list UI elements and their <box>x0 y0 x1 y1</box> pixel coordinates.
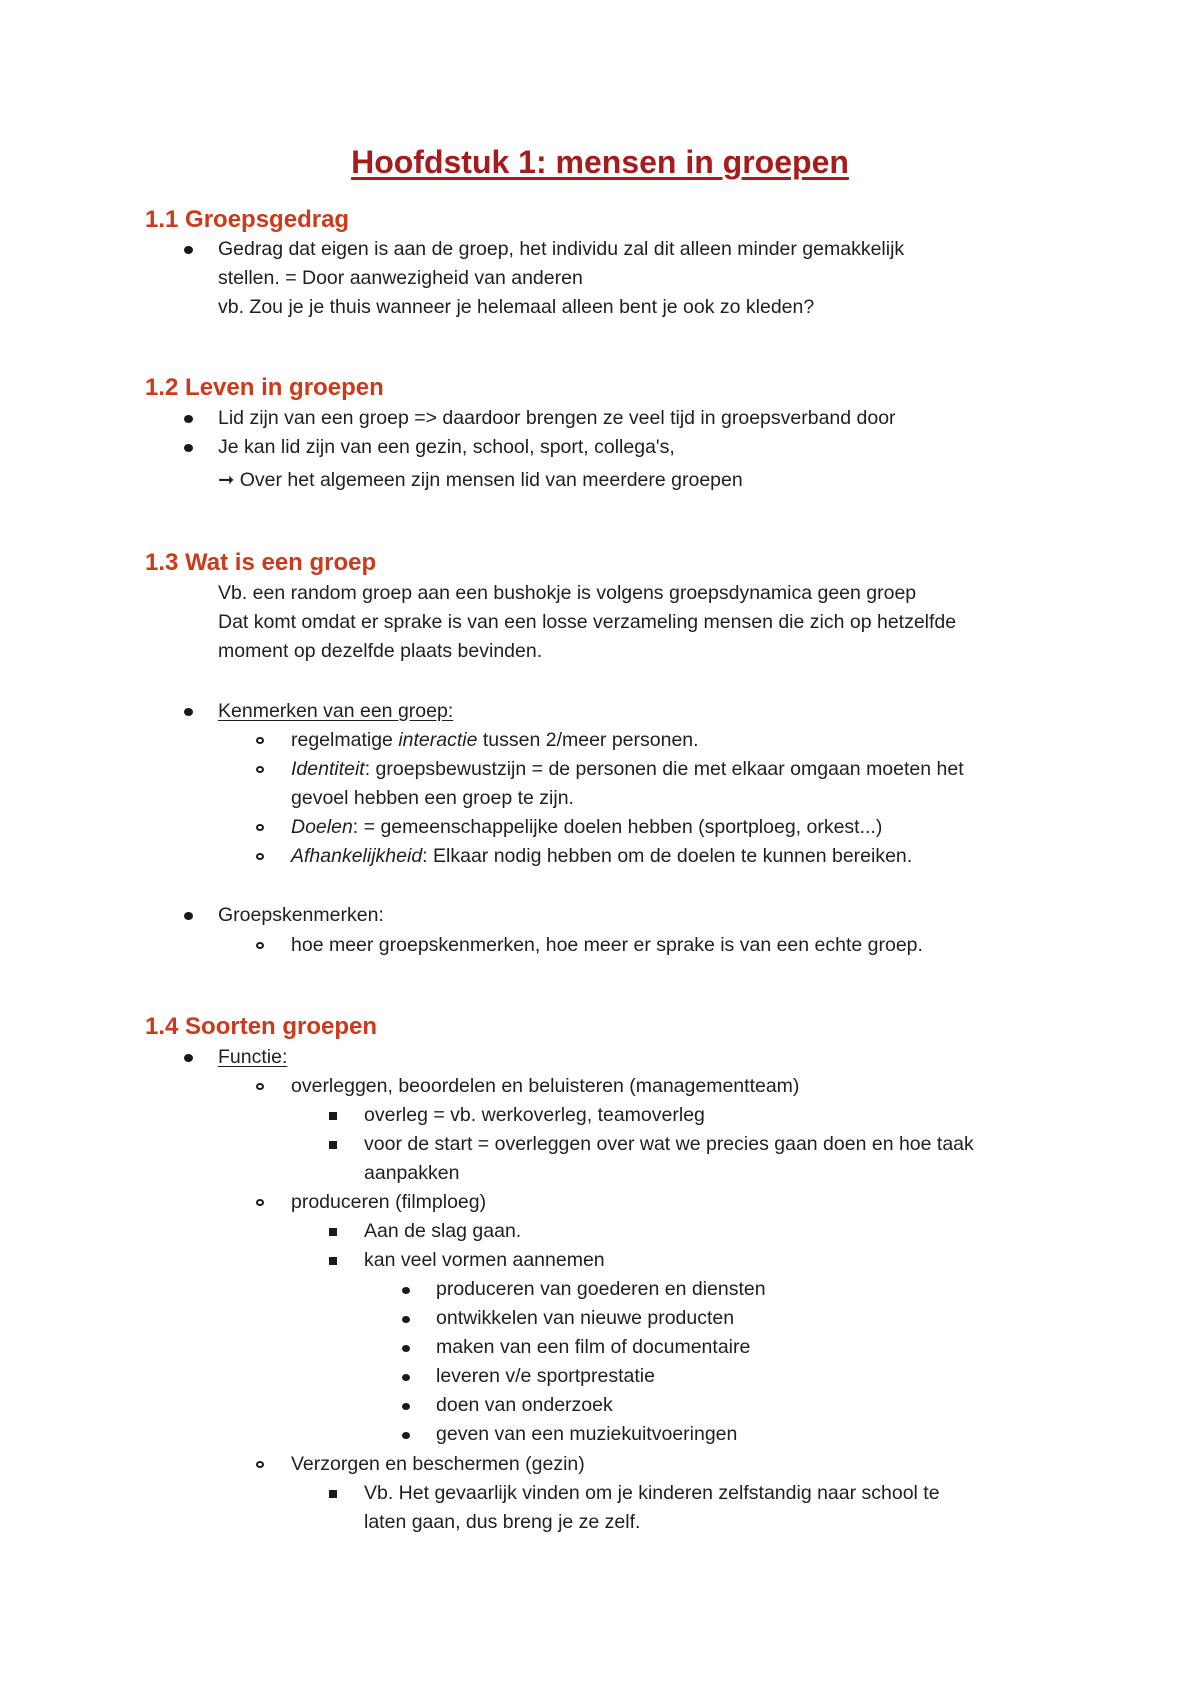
heading-groepsgedrag: 1.1 Groepsgedrag <box>145 206 350 233</box>
bullet-dot <box>402 1432 410 1439</box>
heading-wat-is-een-groep: 1.3 Wat is een groep <box>145 549 377 576</box>
list-item: doen van onderzoek <box>436 1394 613 1416</box>
bullet-dot <box>184 246 193 254</box>
bullet-square <box>329 1257 337 1265</box>
text-line: voor de start = overleggen over wat we precies gaan doen en hoe taak <box>364 1133 974 1155</box>
bullet-square <box>329 1228 337 1236</box>
text-line <box>291 813 882 842</box>
list-item: ontwikkelen van nieuwe producten <box>436 1307 735 1329</box>
text-line: moment op dezelfde plaats bevinden. <box>218 640 543 662</box>
bullet-dot <box>184 444 193 452</box>
bullet-circle <box>256 824 264 831</box>
list-item: produceren van goederen en diensten <box>436 1278 766 1300</box>
text-segment: : = gemeenschappelijke doelen hebben (sportploeg, orkest...) <box>352 816 883 838</box>
text-segment: tussen 2/meer personen. <box>477 729 699 751</box>
list-item: geven van een muziekuitvoeringen <box>436 1423 738 1445</box>
text-line: produceren (filmploeg) <box>291 1191 487 1213</box>
heading-leven-in-groepen: 1.2 Leven in groepen <box>145 374 384 401</box>
bullet-circle <box>256 942 264 949</box>
bullet-dot <box>402 1316 410 1323</box>
text-line: Lid zijn van een groep => daardoor brengen ze veel tijd in groepsverband door <box>218 407 896 429</box>
bullet-square <box>329 1112 337 1120</box>
bullet-dot <box>184 1054 193 1062</box>
text-line: hoe meer groepskenmerken, hoe meer er sprake is van een echte groep. <box>291 934 923 956</box>
heading-soorten-groepen: 1.4 Soorten groepen <box>145 1013 378 1040</box>
functie-label: Functie: <box>218 1046 288 1068</box>
bullet-square <box>329 1490 337 1498</box>
bullet-dot <box>184 708 193 716</box>
text-line: Je kan lid zijn van een gezin, school, sport, collega's, <box>218 436 675 458</box>
text-line: overleggen, beoordelen en beluisteren (managementteam) <box>291 1075 800 1097</box>
text-line: vb. Zou je je thuis wanneer je helemaal alleen bent je ook zo kleden? <box>218 296 815 318</box>
text-line <box>291 755 964 784</box>
bullet-square <box>329 1141 337 1149</box>
text-line: Groepskenmerken: <box>218 904 384 926</box>
text-segment: regelmatige <box>291 729 399 751</box>
bullet-circle <box>256 1199 264 1206</box>
kenmerken-label: Kenmerken van een groep: <box>218 700 454 722</box>
text-line: ➞ Over het algemeen zijn mensen lid van meerdere groepen <box>218 469 743 491</box>
bullet-circle <box>256 766 264 773</box>
text-line: Verzorgen en beschermen (gezin) <box>291 1453 585 1475</box>
text-line: Aan de slag gaan. <box>364 1220 522 1242</box>
list-item: leveren v/e sportprestatie <box>436 1365 655 1387</box>
text-line: Dat komt omdat er sprake is van een losse verzameling mensen die zich op hetzelfde <box>218 611 957 633</box>
text-line: laten gaan, dus breng je ze zelf. <box>364 1511 641 1533</box>
italic-term: interactie <box>398 729 478 751</box>
italic-term: Identiteit <box>291 758 365 780</box>
text-line: kan veel vormen aannemen <box>364 1249 605 1271</box>
text-line <box>291 726 699 755</box>
bullet-circle <box>256 1083 264 1090</box>
bullet-circle <box>256 737 264 744</box>
italic-term: Doelen <box>291 816 353 838</box>
bullet-dot <box>402 1374 410 1381</box>
bullet-dot <box>184 912 193 920</box>
italic-term: Afhankelijkheid <box>291 845 423 867</box>
text-line: gevoel hebben een groep te zijn. <box>291 787 574 809</box>
bullet-dot <box>402 1287 410 1294</box>
text-line: stellen. = Door aanwezigheid van anderen <box>218 267 583 289</box>
document-title: Hoofdstuk 1: mensen in groepen <box>351 144 849 180</box>
list-item: maken van een film of documentaire <box>436 1336 751 1358</box>
bullet-circle <box>256 1461 264 1468</box>
bullet-dot <box>402 1403 410 1410</box>
bullet-circle <box>256 853 264 860</box>
text-line <box>291 842 912 871</box>
text-line: Gedrag dat eigen is aan de groep, het individu zal dit alleen minder gemakkelijk <box>218 238 905 260</box>
bullet-dot <box>184 415 193 423</box>
text-segment: : groepsbewustzijn = de personen die met elkaar omgaan moeten het <box>364 758 964 780</box>
text-line: aanpakken <box>364 1162 460 1184</box>
text-line: Vb. Het gevaarlijk vinden om je kinderen zelfstandig naar school te <box>364 1482 940 1504</box>
text-line: Vb. een random groep aan een bushokje is volgens groepsdynamica geen groep <box>218 582 917 604</box>
bullet-dot <box>402 1345 410 1352</box>
text-line: overleg = vb. werkoverleg, teamoverleg <box>364 1104 705 1126</box>
text-segment: : Elkaar nodig hebben om de doelen te kunnen bereiken. <box>422 845 913 867</box>
